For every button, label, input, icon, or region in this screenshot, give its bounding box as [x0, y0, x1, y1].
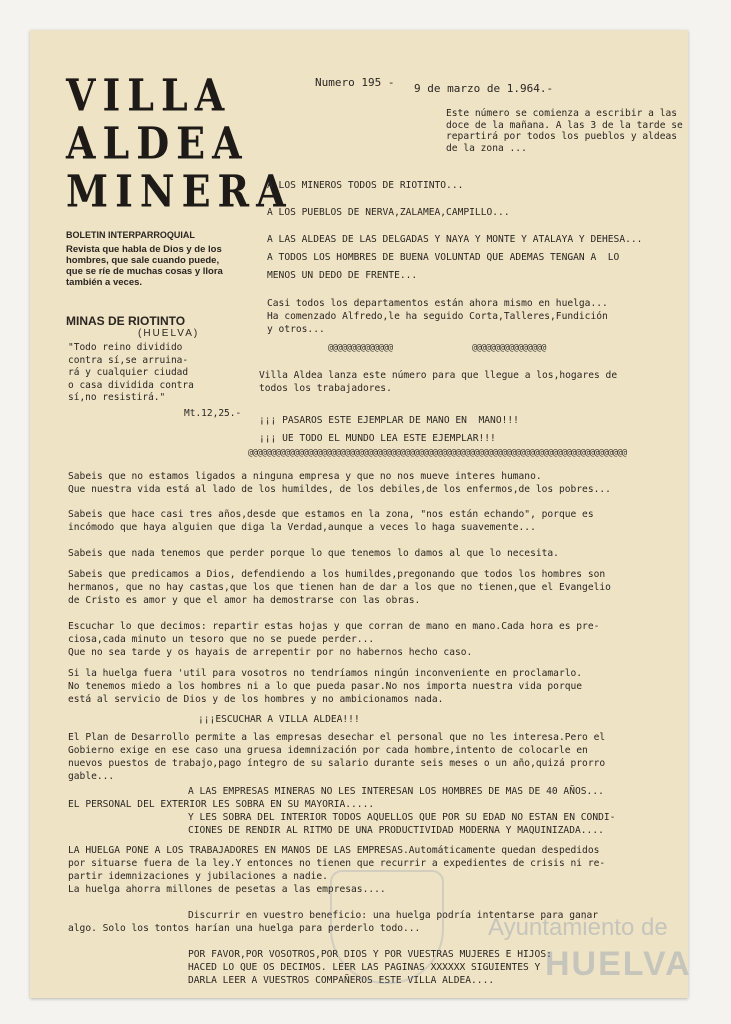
body-line: A LAS EMPRESAS MINERAS NO LES INTERESAN LOS HOMBRES DE MAS DE 40 AÑOS... — [188, 786, 604, 797]
body-line: A TODOS LOS HOMBRES DE BUENA VOLUNTAD QUE ADEMAS TENGAN A LO — [267, 252, 620, 263]
masthead-quote — [68, 342, 238, 405]
quote-line: contra sí,se arruina- — [68, 354, 189, 366]
body-line: nuevos puestos de trabajo,pago íntegro de su salario durante seis meses o un año,quizá prorro — [68, 758, 606, 769]
watermark-line2: HUELVA — [545, 945, 692, 983]
body-line: La huelga ahorra millones de pesetas a las empresas.... — [68, 884, 386, 895]
body-line: Sabeis que nada tenemos que perder porque lo que tenemos lo damos al que lo necesita. — [68, 548, 559, 559]
body-line: Villa Aldea lanza este número para que llegue a los,hogares de — [259, 370, 618, 381]
masthead-title-aldea: ALDEA — [66, 117, 249, 169]
body-line: ciosa,cada minuto un tesoro que no se puede perder... — [68, 634, 375, 645]
masthead-citation: Mt.12,25.- — [184, 408, 242, 419]
body-line: A LOS PUEBLOS DE NERVA,ZALAMEA,CAMPILLO... — [267, 207, 510, 218]
ornament-divider: @@@@@@@@@@@@@@@@ — [472, 343, 546, 353]
body-line: partir idemnizaciones y jubilaciones a nadie. — [68, 871, 328, 882]
body-line: de Cristo es amor y que el amor ha demostrarse con las obras. — [68, 595, 421, 606]
body-line: Si la huelga fuera 'util para vosotros no tendríamos ningún inconveniente en proclamarlo. — [68, 668, 583, 679]
masthead-tagline: Revista que habla de Dios y de los hombres, que sale cuando puede, que se ríe de muchas cosas y llora también a veces. — [66, 244, 223, 288]
body-line: Gobierno exige en ese caso una gruesa idemnización por cada hombre,intento de colocarle en — [68, 745, 588, 756]
quote-line: rá y cualquier ciudad — [68, 367, 189, 378]
masthead-province: (HUELVA) — [138, 328, 200, 339]
body-line: gable... — [68, 771, 115, 782]
body-line: ¡¡¡ESCUCHAR A VILLA ALDEA!!! — [198, 714, 360, 725]
body-line: todos los trabajadores. — [259, 383, 392, 394]
body-line: HACED LO QUE OS DECIMOS. LEER LAS PAGINAS XXXXXX SIGUIENTES Y — [188, 962, 541, 973]
body-line: CIONES DE RENDIR AL RITMO DE UNA PRODUCTIVIDAD MODERNA Y MAQUINIZADA.... — [188, 825, 604, 836]
quote-line: o casa dividida contra — [68, 379, 194, 391]
masthead-subtitle-block — [66, 230, 238, 288]
body-line: incómodo que haya alguien que diga la Verdad,aunque a veces lo haga suavemente... — [68, 522, 536, 533]
masthead-title-villa: VILLA — [66, 69, 232, 121]
body-line: Que no sea tarde y os hayais de arrepentir por no habernos hecho caso. — [68, 647, 473, 658]
body-line: Sabeis que hace casi tres años,desde que estamos en la zona, "nos están echando", porque es — [68, 509, 594, 520]
body-line: Sabeis que predicamos a Dios, defendiendo a los humildes,pregonando que todos los hombres son — [68, 569, 606, 580]
masthead — [66, 68, 293, 419]
body-line: El Plan de Desarrollo permite a las empresas desechar el personal que no les interesa.Pero el — [68, 732, 606, 743]
masthead-title-minera: MINERA — [66, 165, 293, 217]
body-line: POR FAVOR,POR VOSOTROS,POR DIOS Y POR VUESTRAS MUJERES E HIJOS: — [188, 949, 552, 960]
body-line: está al servicio de Dios y de los hombres y no ambicionamos nada. — [68, 694, 444, 705]
quote-line: "Todo reino dividido — [68, 342, 183, 353]
ornament-divider: @@@@@@@@@@@@@@ — [328, 343, 393, 353]
issue-number: Numero 195 - — [315, 76, 395, 89]
body-line: DARLA LEER A VUESTROS COMPAÑEROS ESTE VILLA ALDEA.... — [188, 975, 495, 986]
body-line: Casi todos los departamentos están ahora mismo en huelga... — [267, 298, 608, 309]
masthead-subtitle: BOLETIN INTERPARROQUIAL — [66, 230, 195, 240]
quote-line: sí,no resistirá." — [68, 392, 166, 403]
body-line: Escuchar lo que decimos: repartir estas hojas y que corran de mano en mano.Cada hora es pre- — [68, 621, 600, 632]
issue-note: Este número se comienza a escribir a las doce de la mañana. A las 3 de la tarde se repartirá por todos los pueblos y aldeas de la zona ... — [446, 108, 683, 154]
body-line: No tenemos miedo a los hombres ni a lo que pueda pasar.No nos importa nuestra vida porque — [68, 681, 583, 692]
body-line: A LAS ALDEAS DE LAS DELGADAS Y NAYA Y MONTE Y ATALAYA Y DEHESA... — [267, 234, 643, 245]
body-line: Discurrir en vuestro beneficio: una huelga podría intentarse para ganar — [188, 910, 599, 921]
masthead-place: MINAS DE RIOTINTO — [66, 314, 186, 328]
body-line: LA HUELGA PONE A LOS TRABAJADORES EN MANOS DE LAS EMPRESAS.Automáticamente quedan despedidos — [68, 845, 600, 856]
document-page — [30, 30, 692, 998]
watermark-line1: Ayuntamiento de — [488, 914, 668, 941]
body-line: Y LES SOBRA DEL INTERIOR TODOS AQUELLOS QUE POR SU EDAD NO ESTAN EN CONDI- — [188, 812, 616, 823]
body-line: Ha comenzado Alfredo,le ha seguido Corta,Talleres,Fundición — [267, 311, 608, 322]
body-line: ¡¡¡ UE TODO EL MUNDO LEA ESTE EJEMPLAR!!! — [259, 433, 496, 444]
body-line: y otros... — [267, 324, 325, 335]
issue-date: 9 de marzo de 1.964.- — [414, 82, 554, 95]
watermark-shield-icon — [330, 870, 444, 984]
ornament-divider: @@@@@@@@@@@@@@@@@@@@@@@@@@@@@@@@@@@@@@@@@@@@@@@@@@@@@@@@@@@@@@@@@@@@@@@@@@@@@@@@@@ — [248, 448, 627, 458]
body-line: por situarse fuera de la ley.Y entonces no tienen que recurrir a expedientes de crisis ni re- — [68, 858, 606, 869]
body-line: ¡¡¡ PASAROS ESTE EJEMPLAR DE MANO EN MANO!!! — [259, 415, 519, 426]
body-line: A LOS MINEROS TODOS DE RIOTINTO... — [267, 180, 464, 191]
body-line: hermanos, que no hay castas,que los que tienen han de dar a los que no tienen,que el Evangelio — [68, 582, 611, 593]
body-line: algo. Solo los tontos harían una huelga para perderlo todo... — [68, 923, 421, 934]
body-line: MENOS UN DEDO DE FRENTE... — [267, 270, 418, 281]
body-line: Que nuestra vida está al lado de los humildes, de los debiles,de los enfermos,de los pobres... — [68, 484, 611, 495]
body-line: EL PERSONAL DEL EXTERIOR LES SOBRA EN SU MAYORIA..... — [68, 799, 375, 810]
body-line: Sabeis que no estamos ligados a ninguna empresa y que no nos mueve interes humano. — [68, 471, 542, 482]
